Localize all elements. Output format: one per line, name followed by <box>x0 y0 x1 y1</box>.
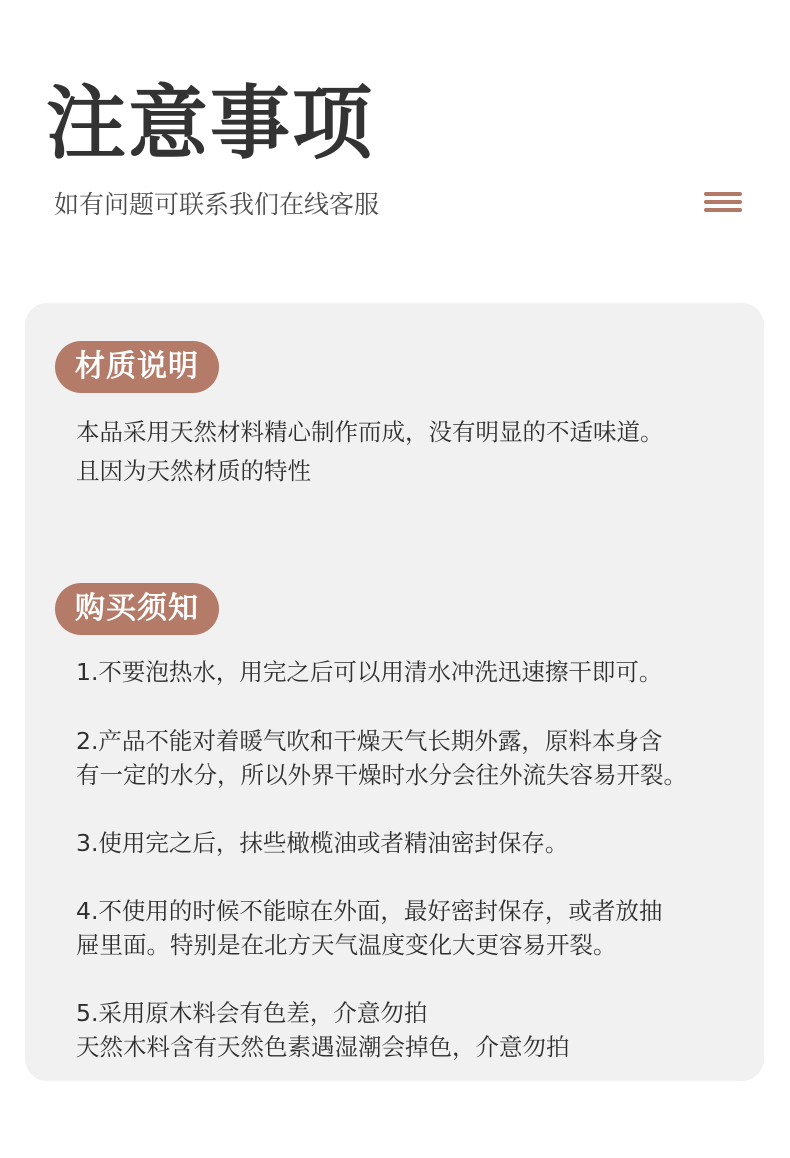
purchase-note-2-line-2: 有一定的水分，所以外界干燥时水分会往外流失容易开裂。 <box>76 761 687 789</box>
page-title: 注意事项 <box>46 77 374 170</box>
material-text-line: 且因为天然材质的特性 <box>76 457 311 485</box>
purchase-note-4-line-1: 4.不使用的时候不能晾在外面，最好密封保存，或者放抽 <box>76 897 663 925</box>
purchase-section-heading: 购买须知 <box>55 583 219 635</box>
material-section-heading: 材质说明 <box>55 341 219 393</box>
purchase-note-4-line-2: 屉里面。特别是在北方天气温度变化大更容易开裂。 <box>76 931 617 959</box>
purchase-note-5-line-2: 天然木料含有天然色素遇湿潮会掉色，介意勿拍 <box>76 1033 570 1061</box>
page-subtitle: 如有问题可联系我们在线客服 <box>54 190 380 219</box>
purchase-note-1: 1.不要泡热水，用完之后可以用清水冲洗迅速擦干即可。 <box>76 658 663 686</box>
material-text-line: 本品采用天然材料精心制作而成，没有明显的不适味道。 <box>76 418 664 446</box>
hamburger-menu-icon[interactable] <box>704 192 744 214</box>
purchase-note-2-line-1: 2.产品不能对着暖气吹和干燥天气长期外露，原料本身含 <box>76 727 663 755</box>
purchase-note-5-line-1: 5.采用原木料会有色差，介意勿拍 <box>76 999 428 1027</box>
purchase-note-3: 3.使用完之后，抹些橄榄油或者精油密封保存。 <box>76 829 569 857</box>
notice-card <box>25 303 764 1081</box>
